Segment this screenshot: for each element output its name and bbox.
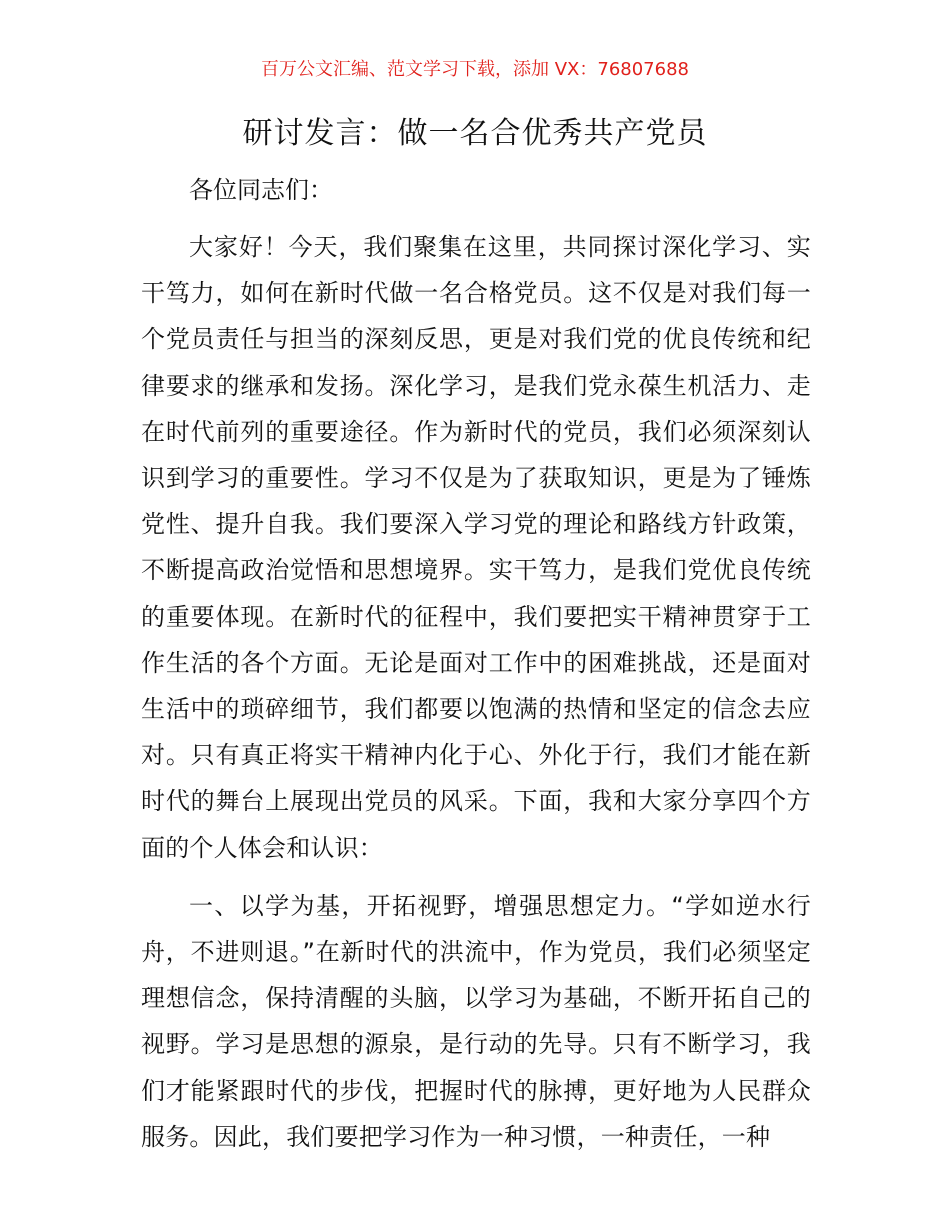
watermark-header: 百万公文汇编、范文学习下载，添加 VX：76807688 bbox=[261, 59, 689, 80]
paragraph-intro: 大家好！今天，我们聚集在这里，共同探讨深化学习、实干笃力，如何在新时代做一名合格党员。这不仅是对我们每一个党员责任与担当的深刻反思，更是对我们党的优良传统和纪律要求的继承和发扬。深化学习，是我们党永葆生机活力、走在时代前列的重要途径。作为新时代的党员，我们必须深刻认识到学习的重要性。学习不仅是为了获取知识，更是为了锤炼党性、提升自我。我们要深入学习党的理论和路线方针政策，不断提高政治觉悟和思想境界。实干笃力，是我们党优良传统的重要体现。在新时代的征程中，我们要把实干精神贯穿于工作生活的各个方面。无论是面对工作中的困难挑战，还是面对生活中的琐碎细节，我们都要以饱满的热情和坚定的信念去应对。只有真正将实干精神内化于心、外化于行，我们才能在新时代的舞台上展现出党员的风采。下面，我和大家分享四个方面的个人体会和认识： bbox=[141, 233, 811, 862]
document-body bbox=[141, 168, 811, 1172]
document-title: 研讨发言：做一名合优秀共产党员 bbox=[242, 116, 708, 151]
salutation: 各位同志们： bbox=[189, 176, 333, 204]
paragraph-section-one: 一、以学为基，开拓视野，增强思想定力。“学如逆水行舟，不进则退。”在新时代的洪流中，作为党员，我们必须坚定理想信念，保持清醒的头脑，以学习为基础，不断开拓自己的视野。学习是思想的源泉，是行动的先导。只有不断学习，我们才能紧跟时代的步伐，把握时代的脉搏，更好地为人民群众服务。因此，我们要把学习作为一种习惯，一种责任，一种 bbox=[141, 891, 811, 1151]
